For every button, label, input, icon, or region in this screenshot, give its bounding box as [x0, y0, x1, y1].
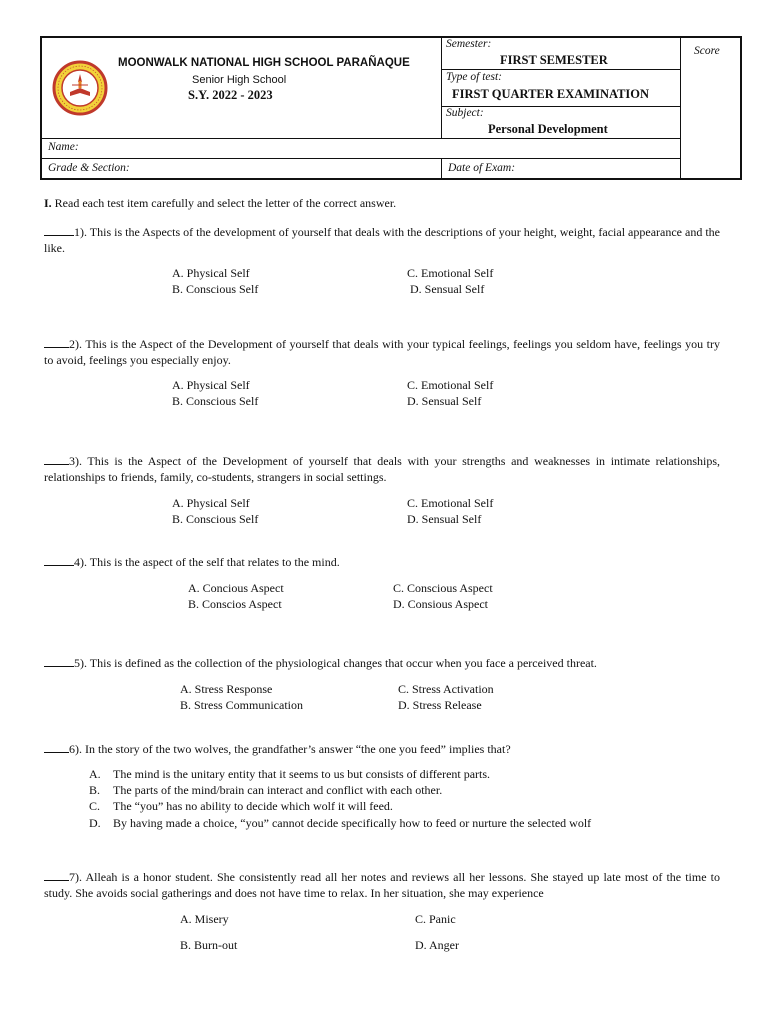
option-letter: A.	[89, 767, 101, 781]
question-number: 2).	[69, 337, 82, 351]
question-number: 6).	[69, 742, 82, 756]
answer-blank[interactable]	[44, 224, 74, 236]
subject-value: Personal Development	[488, 122, 608, 136]
option-letter: C.	[89, 799, 101, 813]
option-letter: D.	[89, 816, 101, 830]
option: D. Sensual Self	[410, 282, 485, 296]
option: C. Emotional Self	[407, 496, 494, 510]
option: D. Sensual Self	[407, 512, 482, 526]
option: C. Panic	[415, 912, 456, 926]
option: D. Sensual Self	[407, 394, 482, 408]
instructions	[44, 196, 396, 211]
grade-section-label: Grade & Section:	[48, 162, 130, 174]
question-2	[44, 336, 720, 368]
option: A. Concious Aspect	[188, 581, 284, 595]
answer-blank[interactable]	[44, 869, 69, 881]
option: C. Conscious Aspect	[393, 581, 493, 595]
option: B. Conscious Self	[172, 512, 259, 526]
answer-blank[interactable]	[44, 453, 69, 465]
school-seal-logo	[52, 60, 108, 116]
name-label: Name:	[48, 141, 79, 153]
option: D. Anger	[415, 938, 459, 952]
question-text: This is defined as the collection of the physiological changes that occur when you face a perceived threat.	[87, 656, 597, 670]
school-division: Senior High School	[192, 74, 287, 86]
question-text: This is the Aspect of the Development of yourself that deals with your typical feelings, feelings you seldom have, feelings you try to avoid, feelings you especially enjoy.	[44, 337, 720, 367]
question-1	[44, 224, 720, 256]
option: B. Conscious Self	[172, 394, 259, 408]
option: A. Physical Self	[172, 266, 250, 280]
option: The parts of the mind/brain can interact and conflict with each other.	[113, 783, 443, 797]
question-text: This is the Aspect of the Development of yourself that deals with your strengths and weaknesses in intimate relationships, relationships to friends, family, co-students, strangers in social settings.	[44, 454, 720, 484]
option-letter: B.	[89, 783, 101, 797]
option: B. Conscios Aspect	[188, 597, 282, 611]
question-number: 5).	[74, 656, 87, 670]
divider	[680, 38, 681, 180]
option: B. Stress Communication	[180, 698, 303, 712]
exam-date-label: Date of Exam:	[448, 162, 516, 174]
option: C. Emotional Self	[407, 378, 494, 392]
option: D. Stress Release	[398, 698, 482, 712]
question-4	[44, 554, 720, 571]
school-year: S.Y. 2022 - 2023	[188, 88, 273, 102]
option: A. Stress Response	[180, 682, 273, 696]
question-7	[44, 869, 720, 901]
question-text: This is the aspect of the self that relates to the mind.	[87, 555, 340, 569]
question-text: This is the Aspects of the development of yourself that deals with the descriptions of your height, weight, facial appearance and the like.	[44, 225, 720, 255]
school-name: MOONWALK NATIONAL HIGH SCHOOL PARAÑAQUE	[118, 57, 410, 69]
divider	[441, 158, 442, 180]
answer-blank[interactable]	[44, 554, 74, 566]
divider	[42, 158, 680, 159]
answer-blank[interactable]	[44, 741, 69, 753]
option: D. Consious Aspect	[393, 597, 489, 611]
semester-label: Semester:	[446, 38, 492, 50]
option: A. Physical Self	[172, 378, 250, 392]
test-type-value: FIRST QUARTER EXAMINATION	[452, 87, 650, 101]
instructions-text: Read each test item carefully and select the letter of the correct answer.	[51, 196, 397, 210]
question-6	[44, 741, 720, 758]
divider	[441, 38, 442, 138]
score-label: Score	[694, 45, 720, 57]
subject-label: Subject:	[446, 107, 484, 119]
option: B. Conscious Self	[172, 282, 259, 296]
question-text: In the story of the two wolves, the grandfather’s answer “the one you feed” implies that?	[82, 742, 511, 756]
divider	[441, 69, 680, 70]
question-5	[44, 655, 720, 672]
question-3	[44, 453, 720, 485]
option: C. Emotional Self	[407, 266, 494, 280]
question-number: 4).	[74, 555, 87, 569]
option: A. Physical Self	[172, 496, 250, 510]
test-type-label: Type of test:	[446, 71, 502, 83]
option: The “you” has no ability to decide which wolf it will feed.	[113, 799, 393, 813]
section-number: I.	[44, 196, 52, 210]
option: C. Stress Activation	[398, 682, 494, 696]
option: B. Burn-out	[180, 938, 238, 952]
question-text: Alleah is a honor student. She consistently read all her notes and reviews all her lessons. She stayed up late most of the time to study. She avoids social gatherings and does not have time to relax. In her situation, she may experience	[44, 870, 720, 900]
divider	[42, 138, 680, 139]
answer-blank[interactable]	[44, 655, 74, 667]
answer-blank[interactable]	[44, 336, 69, 348]
option: By having made a choice, “you” cannot decide specifically how to feed or nurture the selected wolf	[113, 816, 592, 830]
exam-header-table	[40, 36, 742, 180]
option: The mind is the unitary entity that it seems to us but consists of different parts.	[113, 767, 491, 781]
semester-value: FIRST SEMESTER	[500, 53, 608, 67]
option: A. Misery	[180, 912, 229, 926]
question-number: 1).	[74, 225, 87, 239]
question-number: 7).	[69, 870, 82, 884]
question-number: 3).	[69, 454, 82, 468]
